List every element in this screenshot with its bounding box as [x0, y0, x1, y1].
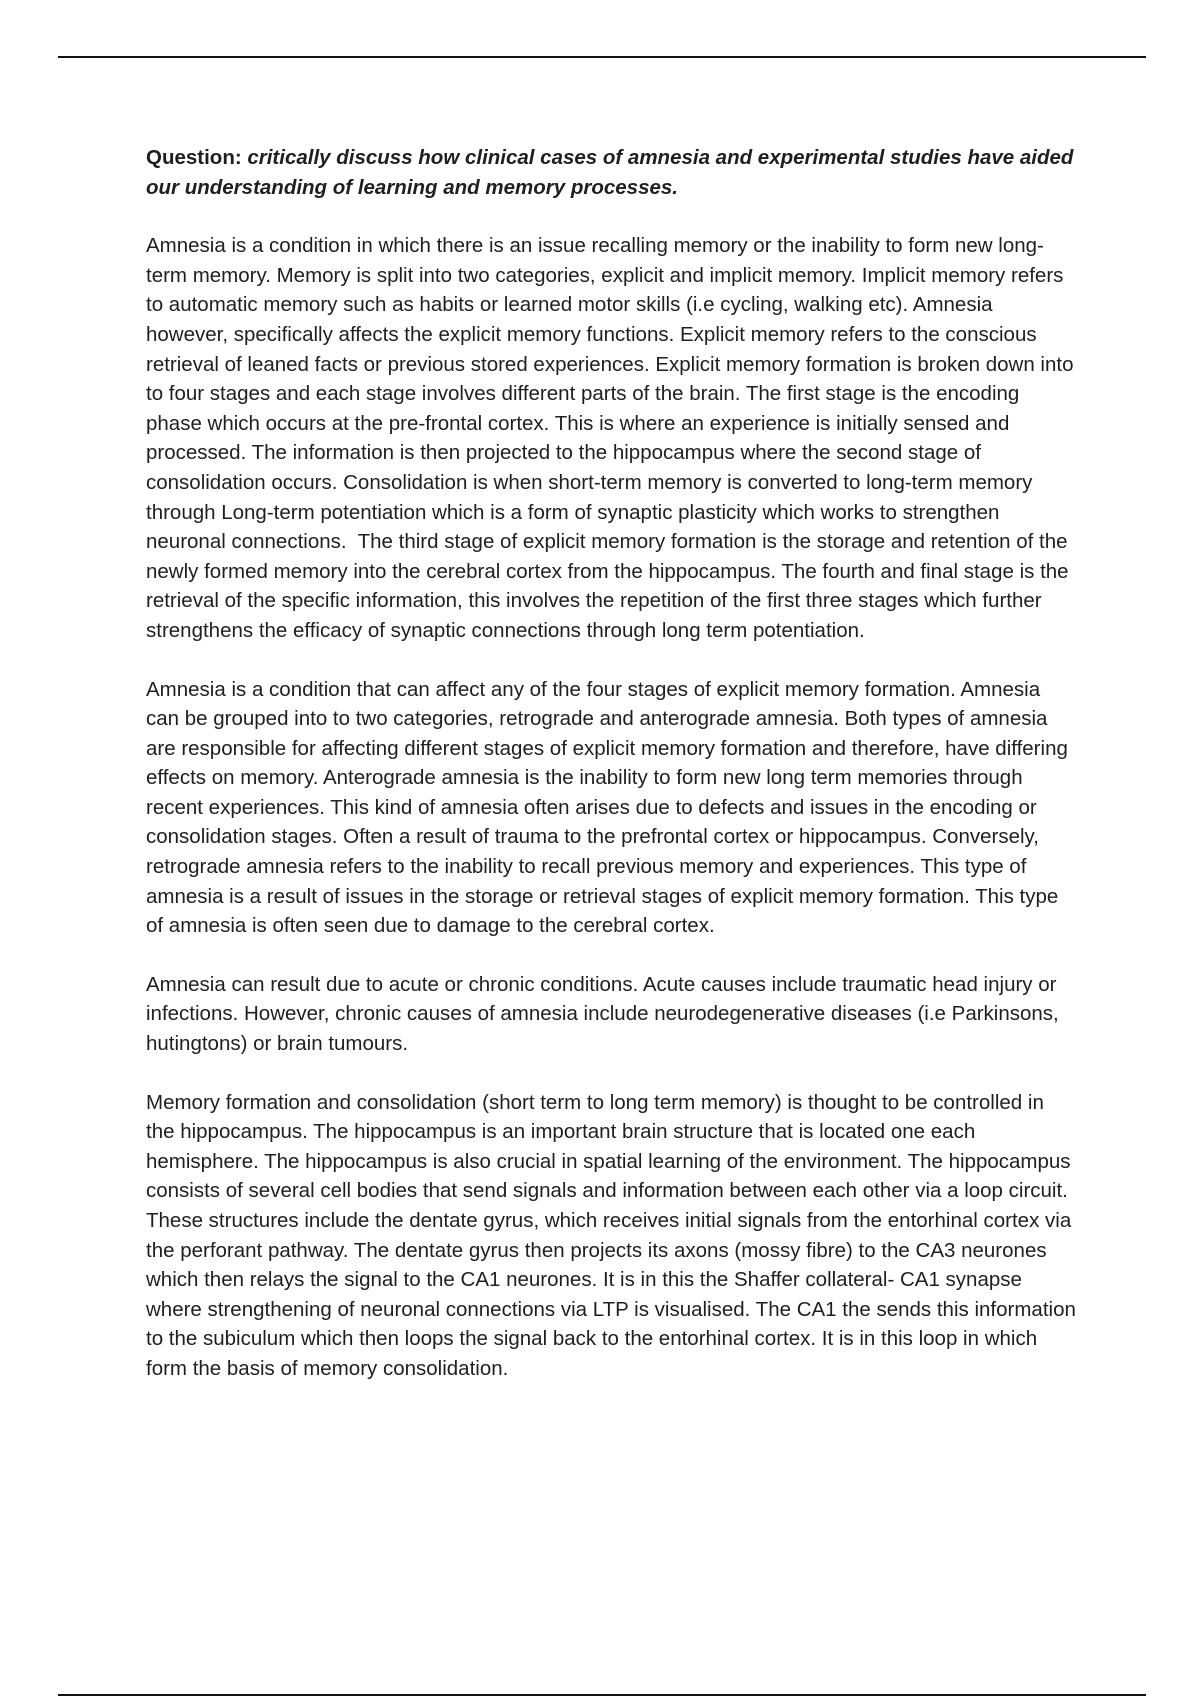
question-heading — [146, 143, 1078, 202]
footer-rule — [58, 1694, 1146, 1696]
paragraph-hippocampus: Memory formation and consolidation (short term to long term memory) is thought to be controlled in the hippocampus. The hippocampus is an important brain structure that is located one each hemisphere. The hippocampus is also crucial in spatial learning of the environment. The hippocampus consists of several cell bodies that send signals and information between each other via a loop circuit. These structures include the dentate gyrus, which receives initial signals from the entorhinal cortex via the perforant pathway. The dentate gyrus then projects its axons (mossy fibre) to the CA3 neurones which then relays the signal to the CA1 neurones. It is in this the Shaffer collateral- CA1 synapse where strengthening of neuronal connections via LTP is visualised. The CA1 the sends this information to the subiculum which then loops the signal back to the entorhinal cortex. It is in this loop in which form the basis of memory consolidation. — [146, 1090, 1082, 1380]
question-prompt: critically discuss how clinical cases of amnesia and experimental studies have aided our understanding of learning and memory processes. — [146, 146, 1074, 199]
paragraph-amnesia-types: Amnesia is a condition that can affect any of the four stages of explicit memory formation. Amnesia can be grouped into to two categories, retrograde and anterograde amnesia. Both types of amnesia are responsible for affecting different stages of explicit memory formation and therefore, have differing effects on memory. Anterograde amnesia is the inability to form new long term memories through recent experiences. This kind of amnesia often arises due to defects and issues in the encoding or consolidation stages. Often a result of trauma to the prefrontal cortex or hippocampus. Conversely, retrograde amnesia refers to the inability to recall previous memory and experiences. This type of amnesia is a result of issues in the storage or retrieval stages of explicit memory formation. This type of amnesia is often seen due to damage to the cerebral cortex. — [146, 677, 1074, 938]
document-body — [146, 143, 1082, 1384]
paragraph-amnesia-causes: Amnesia can result due to acute or chronic conditions. Acute causes include traumatic head injury or infections. However, chronic causes of amnesia include neurodegenerative diseases (i.e Parkinsons, hutingtons) or brain tumours. — [146, 972, 1065, 1056]
paragraph-explicit-memory: Amnesia is a condition in which there is an issue recalling memory or the inability to form new long-term memory. Memory is split into two categories, explicit and implicit memory. Implicit memory refers to automatic memory such as habits or learned motor skills (i.e cycling, walking etc). Amnesia however, specifically affects the explicit memory functions. Explicit memory refers to the conscious retrieval of leaned facts or previous stored experiences. Explicit memory formation is broken down into to four stages and each stage involves different parts of the brain. The first stage is the encoding phase which occurs at the pre-frontal cortex. This is where an experience is initially sensed and processed. The information is then projected to the hippocampus where the second stage of consolidation occurs. Consolidation is when short-term memory is converted to long-term memory through Long-term potentiation which is a form of synaptic plasticity which works to strengthen neuronal connections. The third stage of explicit memory formation is the storage and retention of the newly formed memory into the cerebral cortex from the hippocampus. The fourth and final stage is the retrieval of the specific information, this involves the repetition of the first three stages which further strengthens the efficacy of synaptic connections through long term potentiation. — [146, 234, 1080, 642]
question-label: Question: — [146, 146, 248, 169]
header-rule — [58, 56, 1146, 58]
